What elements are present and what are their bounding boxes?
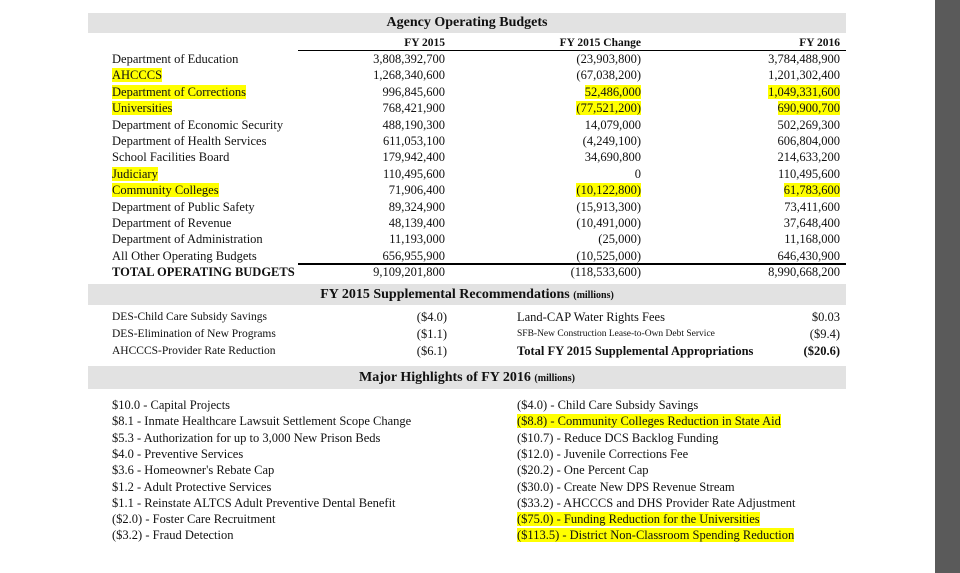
highlight-item xyxy=(517,413,781,429)
fy2015-value xyxy=(300,199,445,215)
highlight-item xyxy=(112,397,230,413)
change-value-text: (10,122,800) xyxy=(576,183,641,198)
row-label xyxy=(112,117,283,133)
section-header-agency-budgets xyxy=(88,13,846,33)
change-value-text: (25,000) xyxy=(598,232,641,247)
row-label-text: Department of Economic Security xyxy=(112,117,284,132)
section-header-highlights xyxy=(88,366,846,389)
change-value-text: 52,486,000 xyxy=(584,84,641,99)
change-value xyxy=(500,117,641,133)
section-header-supplemental xyxy=(88,284,846,305)
highlight-item xyxy=(517,511,760,527)
change-value-text: (10,491,000) xyxy=(576,216,641,230)
change-value xyxy=(500,248,641,264)
highlight-item-text: ($12.0) - Juvenile Corrections Fee xyxy=(517,446,689,461)
highlight-item xyxy=(517,462,649,478)
highlight-item xyxy=(112,430,380,446)
fy2016-value xyxy=(700,199,840,215)
supplemental-label-text: Total FY 2015 Supplemental Appropriations xyxy=(517,344,754,358)
highlight-item-text: ($2.0) - Foster Care Recruitment xyxy=(112,512,276,527)
supplemental-value-text: ($20.6) xyxy=(803,344,840,358)
supplemental-value xyxy=(380,343,447,359)
fy2016-value xyxy=(700,166,840,182)
change-value xyxy=(500,231,641,247)
supplemental-label-text: AHCCCS-Provider Rate Reduction xyxy=(112,345,276,357)
fy2015-value-text: 768,421,900 xyxy=(382,101,445,116)
highlight-item-text: ($20.2) - One Percent Cap xyxy=(517,463,649,478)
section-title: Agency Operating Budgets xyxy=(386,15,548,30)
change-value xyxy=(500,264,641,280)
highlight-item xyxy=(112,446,243,462)
fy2016-value-text: 37,648,400 xyxy=(783,216,840,230)
row-label-text: School Facilities Board xyxy=(112,150,230,165)
change-value xyxy=(500,199,641,215)
fy2015-value xyxy=(300,133,445,149)
change-value-text: (67,038,200) xyxy=(576,68,641,83)
supplemental-value xyxy=(380,309,447,325)
supplemental-value xyxy=(770,343,840,359)
highlight-item xyxy=(517,495,795,511)
row-label xyxy=(112,182,219,198)
change-value-text: (23,903,800) xyxy=(576,52,641,66)
row-label-text: Department of Revenue xyxy=(112,216,232,230)
supplemental-label-text: SFB-New Construction Lease-to-Own Debt Service xyxy=(517,329,715,339)
fy2016-value xyxy=(700,231,840,247)
highlight-item xyxy=(112,413,411,429)
fy2015-value-text: 611,053,100 xyxy=(382,134,445,148)
fy2015-value-text: 1,268,340,600 xyxy=(373,68,445,83)
fy2016-value xyxy=(700,117,840,133)
change-value xyxy=(500,182,641,198)
row-label-text: Community Colleges xyxy=(112,183,219,198)
fy2016-value-text: 61,783,600 xyxy=(783,183,840,198)
supplemental-label xyxy=(517,343,753,359)
highlight-item-text: ($113.5) - District Non-Classroom Spending Reduction xyxy=(517,528,795,543)
highlight-item-text: $3.6 - Homeowner's Rebate Cap xyxy=(112,463,275,478)
row-label xyxy=(112,231,263,247)
supplemental-value xyxy=(770,309,840,325)
fy2016-value xyxy=(700,133,840,149)
fy2015-value xyxy=(300,215,445,231)
fy2016-value-text: 3,784,488,900 xyxy=(768,52,840,66)
change-value-text: (118,533,600) xyxy=(570,265,641,280)
fy2016-value-text: 646,430,900 xyxy=(777,248,840,263)
fy2016-value xyxy=(700,248,840,264)
row-label xyxy=(112,100,172,116)
fy2015-value xyxy=(300,182,445,198)
supplemental-value-text: ($9.4) xyxy=(809,327,840,341)
fy2016-value-text: 8,990,668,200 xyxy=(768,265,840,280)
change-value xyxy=(500,100,641,116)
highlight-item-text: $4.0 - Preventive Services xyxy=(112,446,244,461)
row-label-text: Judiciary xyxy=(112,166,158,181)
row-label-text: Department of Health Services xyxy=(112,134,267,148)
row-label-text: All Other Operating Budgets xyxy=(112,248,257,263)
highlight-item-text: $1.2 - Adult Protective Services xyxy=(112,479,272,494)
fy2016-value xyxy=(700,51,840,67)
fy2016-value xyxy=(700,215,840,231)
supplemental-label xyxy=(112,309,267,325)
row-label-text: AHCCCS xyxy=(112,68,163,83)
fy2015-value xyxy=(300,67,445,83)
highlight-item xyxy=(517,397,698,413)
highlight-item xyxy=(517,446,688,462)
fy2015-value-text: 89,324,900 xyxy=(388,199,445,214)
row-label-text: Universities xyxy=(112,101,173,116)
supplemental-value-text: $0.03 xyxy=(811,310,840,324)
fy2016-value xyxy=(700,149,840,165)
fy2016-value-text: 11,168,000 xyxy=(784,232,840,247)
change-value-text: (15,913,300) xyxy=(576,199,641,214)
highlight-item xyxy=(517,479,735,495)
fy2016-value-text: 73,411,600 xyxy=(784,199,840,214)
supplemental-label xyxy=(112,343,276,359)
fy2015-value xyxy=(300,100,445,116)
fy2016-value-text: 1,049,331,600 xyxy=(768,84,840,99)
change-value-text: (4,249,100) xyxy=(582,134,641,148)
unit-label: (millions) xyxy=(573,290,614,301)
fy2015-value xyxy=(300,51,445,67)
fy2015-value xyxy=(300,248,445,264)
fy2015-value-text: 488,190,300 xyxy=(382,117,445,132)
fy2016-value-text: 502,269,300 xyxy=(777,117,840,132)
row-label xyxy=(112,248,257,264)
row-label xyxy=(112,51,238,67)
highlight-item-text: $1.1 - Reinstate ALTCS Adult Preventive Dental Benefit xyxy=(112,495,396,510)
fy2015-value-text: 71,906,400 xyxy=(388,183,445,198)
fy2016-value-text: 110,495,600 xyxy=(777,166,840,181)
row-label-text: Department of Public Safety xyxy=(112,199,255,214)
supplemental-value xyxy=(380,326,447,342)
fy2016-value xyxy=(700,67,840,83)
change-value-text: 14,079,000 xyxy=(584,117,641,132)
fy2016-value xyxy=(700,264,840,280)
highlight-item-text: ($75.0) - Funding Reduction for the Universities xyxy=(517,512,760,527)
fy2016-value xyxy=(700,84,840,100)
highlight-item xyxy=(112,511,276,527)
fy2015-value-text: 996,845,600 xyxy=(382,84,445,99)
row-label-text: Department of Education xyxy=(112,52,239,66)
highlight-item-text: $5.3 - Authorization for up to 3,000 New Prison Beds xyxy=(112,430,381,445)
highlight-item xyxy=(112,479,271,495)
change-value xyxy=(500,51,641,67)
fy2015-value-text: 48,139,400 xyxy=(388,216,445,230)
row-label xyxy=(112,67,162,83)
supplemental-label xyxy=(517,309,665,325)
highlight-item xyxy=(112,495,396,511)
change-value xyxy=(500,149,641,165)
highlight-item-text: ($4.0) - Child Care Subsidy Savings xyxy=(517,398,699,412)
highlight-item-text: ($33.2) - AHCCCS and DHS Provider Rate Adjustment xyxy=(517,495,796,510)
change-value xyxy=(500,133,641,149)
supplemental-label xyxy=(517,326,715,342)
fy2015-value xyxy=(300,149,445,165)
column-header-fy2015-change: FY 2015 Change xyxy=(559,37,641,49)
highlight-item-text: ($8.8) - Community Colleges Reduction in State Aid xyxy=(517,414,781,429)
row-label xyxy=(112,84,246,100)
fy2016-value-text: 690,900,700 xyxy=(777,101,840,116)
fy2015-value xyxy=(300,231,445,247)
fy2015-value-text: 179,942,400 xyxy=(382,150,445,165)
supplemental-label-text: DES-Elimination of New Programs xyxy=(112,328,276,340)
change-value xyxy=(500,67,641,83)
highlight-item xyxy=(112,462,274,478)
highlight-item xyxy=(517,430,718,446)
change-value xyxy=(500,84,641,100)
highlight-item xyxy=(517,527,794,543)
row-label xyxy=(112,215,231,231)
fy2016-value-text: 214,633,200 xyxy=(777,150,840,165)
fy2016-value xyxy=(700,182,840,198)
row-label xyxy=(112,166,158,182)
fy2015-value xyxy=(300,117,445,133)
unit-label: (millions) xyxy=(534,373,575,384)
row-label xyxy=(112,133,266,149)
section-title: FY 2015 Supplemental Recommendations xyxy=(320,287,570,302)
fy2015-value xyxy=(300,166,445,182)
highlight-item-text: ($3.2) - Fraud Detection xyxy=(112,528,234,543)
supplemental-value-text: ($6.1) xyxy=(416,344,447,358)
supplemental-label-text: Land-CAP Water Rights Fees xyxy=(517,310,665,324)
change-value-text: 0 xyxy=(634,166,641,181)
fy2015-value-text: 110,495,600 xyxy=(382,166,445,181)
column-header-fy2015: FY 2015 xyxy=(404,37,445,49)
change-value xyxy=(500,215,641,231)
row-label xyxy=(112,149,229,165)
change-value-text: (10,525,000) xyxy=(576,248,641,263)
row-label-text: Department of Administration xyxy=(112,232,263,247)
fy2015-value xyxy=(300,264,445,280)
supplemental-value xyxy=(770,326,840,342)
change-value-text: 34,690,800 xyxy=(584,150,641,165)
row-label-text: TOTAL OPERATING BUDGETS xyxy=(112,265,295,280)
highlight-item-text: ($10.7) - Reduce DCS Backlog Funding xyxy=(517,430,719,445)
fy2016-value-text: 606,804,000 xyxy=(777,134,840,148)
column-header-fy2016: FY 2016 xyxy=(799,37,840,49)
row-label-text: Department of Corrections xyxy=(112,84,246,99)
fy2015-value-text: 3,808,392,700 xyxy=(373,52,445,66)
fy2016-value-text: 1,201,302,400 xyxy=(768,68,840,83)
highlight-item-text: $10.0 - Capital Projects xyxy=(112,398,231,412)
row-label xyxy=(112,199,255,215)
fy2015-value-text: 11,193,000 xyxy=(389,232,445,247)
highlight-item-text: $8.1 - Inmate Healthcare Lawsuit Settlement Scope Change xyxy=(112,414,412,429)
fy2015-value-text: 9,109,201,800 xyxy=(373,265,445,280)
supplemental-value-text: ($1.1) xyxy=(416,327,447,341)
row-label xyxy=(112,264,295,280)
highlight-item xyxy=(112,527,234,543)
section-title: Major Highlights of FY 2016 xyxy=(359,370,531,385)
highlight-item-text: ($30.0) - Create New DPS Revenue Stream xyxy=(517,479,735,494)
supplemental-label-text: DES-Child Care Subsidy Savings xyxy=(112,311,267,323)
scrollbar-track[interactable] xyxy=(935,0,960,573)
change-value xyxy=(500,166,641,182)
fy2016-value xyxy=(700,100,840,116)
supplemental-value-text: ($4.0) xyxy=(416,310,447,324)
fy2015-value xyxy=(300,84,445,100)
supplemental-label xyxy=(112,326,276,342)
change-value-text: (77,521,200) xyxy=(576,101,641,116)
fy2015-value-text: 656,955,900 xyxy=(382,248,445,263)
